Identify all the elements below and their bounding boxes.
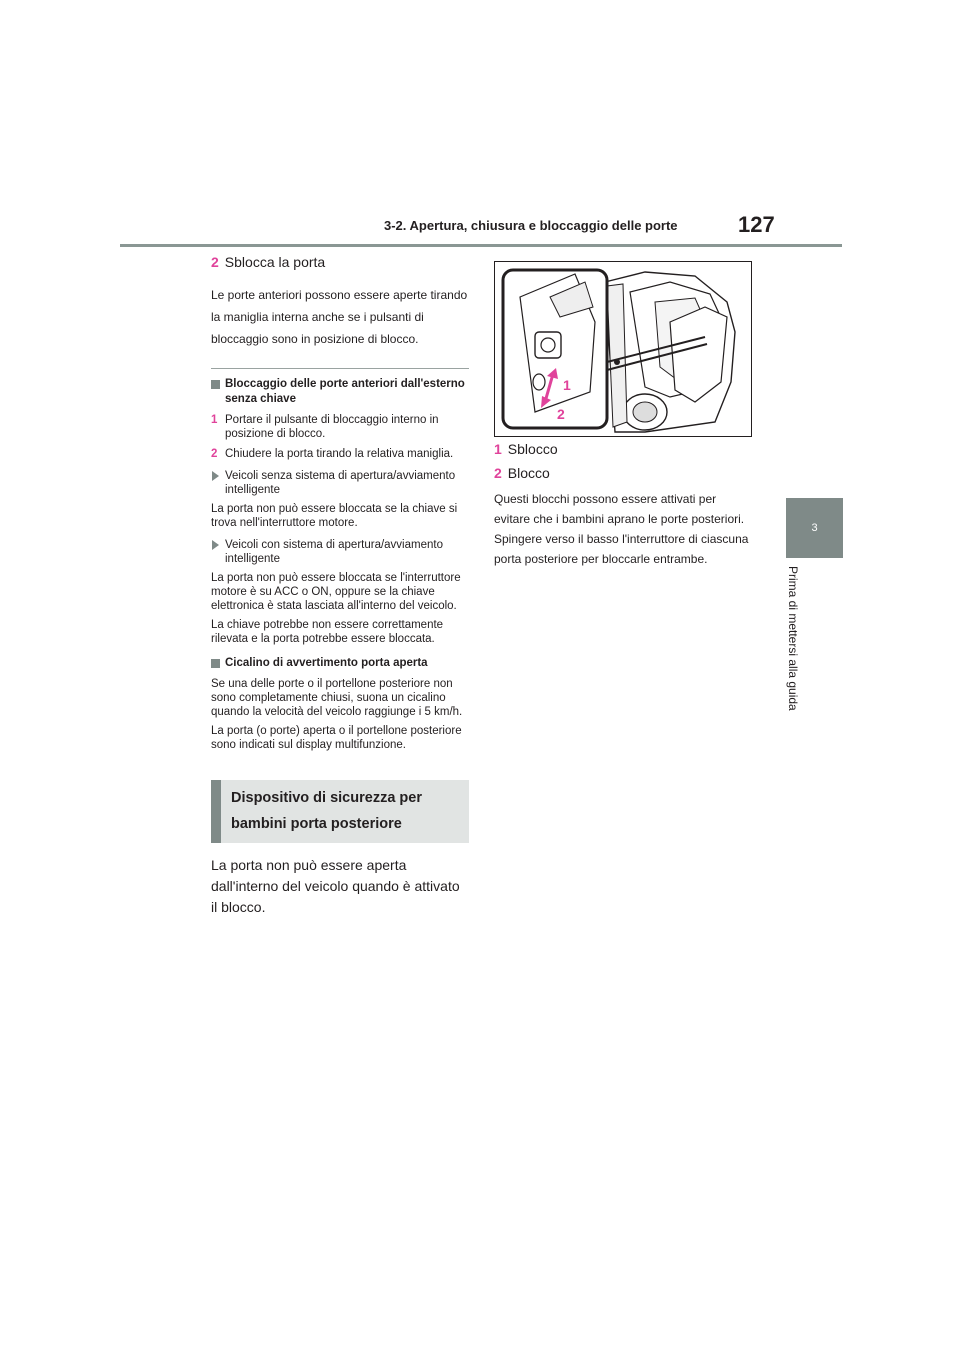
section-callout: [211, 780, 469, 843]
chapter-title: Prima di mettersi alla guida: [786, 566, 800, 711]
chapter-number: 3: [811, 522, 818, 534]
callout-line: Dispositivo di sicurezza per: [231, 790, 422, 806]
square-bullet-icon: [211, 659, 220, 668]
callout-intro: La porta non può essere aperta dall'interno del veicolo quando è attivato il blocco.: [211, 857, 460, 915]
subsection-heading-locking: Bloccaggio delle porte anteriori dall'esterno senza chiave: [211, 377, 469, 407]
callout-line: bambini porta posteriore: [231, 816, 402, 832]
caption-item: 1 Sblocco: [494, 441, 558, 457]
subsection-heading-warning: Cicalino di avvertimento porta aperta: [211, 656, 469, 671]
triangle-arrow-icon: [212, 471, 219, 481]
list-item: 1 Portare il pulsante di bloccaggio interno in posizione di blocco.: [211, 414, 439, 440]
warning-text: Se una delle porte o il portellone posteriore non sono completamente chiusi, suona un cicalino quando la velocità del veicolo raggiunge i 5 km/h.: [211, 678, 463, 718]
chapter-title-vertical: [786, 566, 806, 736]
warning-text: La porta (o porte) aperta o il portellone posteriore sono indicati sul display multifunzione.: [211, 725, 462, 751]
step-heading: [211, 254, 469, 270]
right-column: [494, 440, 752, 569]
variant-label: Veicoli con sistema di apertura/avviamento intelligente: [211, 538, 469, 566]
left-column: [211, 254, 469, 932]
chapter-tab[interactable]: [786, 498, 843, 558]
square-bullet-icon: [211, 380, 220, 389]
variant-text: La porta non può essere bloccata se la chiave si trova nell'interruttore motore.: [211, 503, 458, 529]
page-number: 127: [738, 212, 775, 237]
section-title: 3-2. Apertura, chiusura e bloccaggio delle porte: [384, 218, 678, 233]
figure-label-2: 2: [557, 406, 565, 422]
step-number: 2: [211, 254, 219, 270]
figure-label-1: 1: [563, 377, 571, 393]
list-item: 2 Chiudere la porta tirando la relativa maniglia.: [211, 448, 454, 460]
section-divider: [211, 368, 469, 369]
variant-text: La porta non può essere bloccata se l'interruttore motore è su ACC o ON, oppure se la chiave elettronica è stata lasciata all'interno del veicolo.: [211, 572, 461, 612]
step-title: Sblocca la porta: [224, 254, 326, 270]
caption-item: 2 Blocco: [494, 465, 550, 481]
intro-paragraph: Le porte anteriori possono essere aperte tirando la maniglia interna anche se i pulsanti di bloccaggio sono in posizione di blocco.: [211, 288, 468, 346]
variant-label: Veicoli senza sistema di apertura/avviamento intelligente: [211, 469, 469, 497]
car-door-drawing: [495, 262, 751, 436]
child-lock-illustration: [494, 261, 752, 437]
variant-text: La chiave potrebbe non essere correttamente rilevata e la porta potrebbe essere bloccata.: [211, 619, 444, 645]
triangle-arrow-icon: [212, 540, 219, 550]
description-paragraph: Questi blocchi possono essere attivati per evitare che i bambini aprano le porte posteriori. Spingere verso il basso l'interruttore di ciascuna porta posteriore per bloccarle entrambe.: [494, 492, 749, 566]
header-divider: [120, 244, 842, 247]
